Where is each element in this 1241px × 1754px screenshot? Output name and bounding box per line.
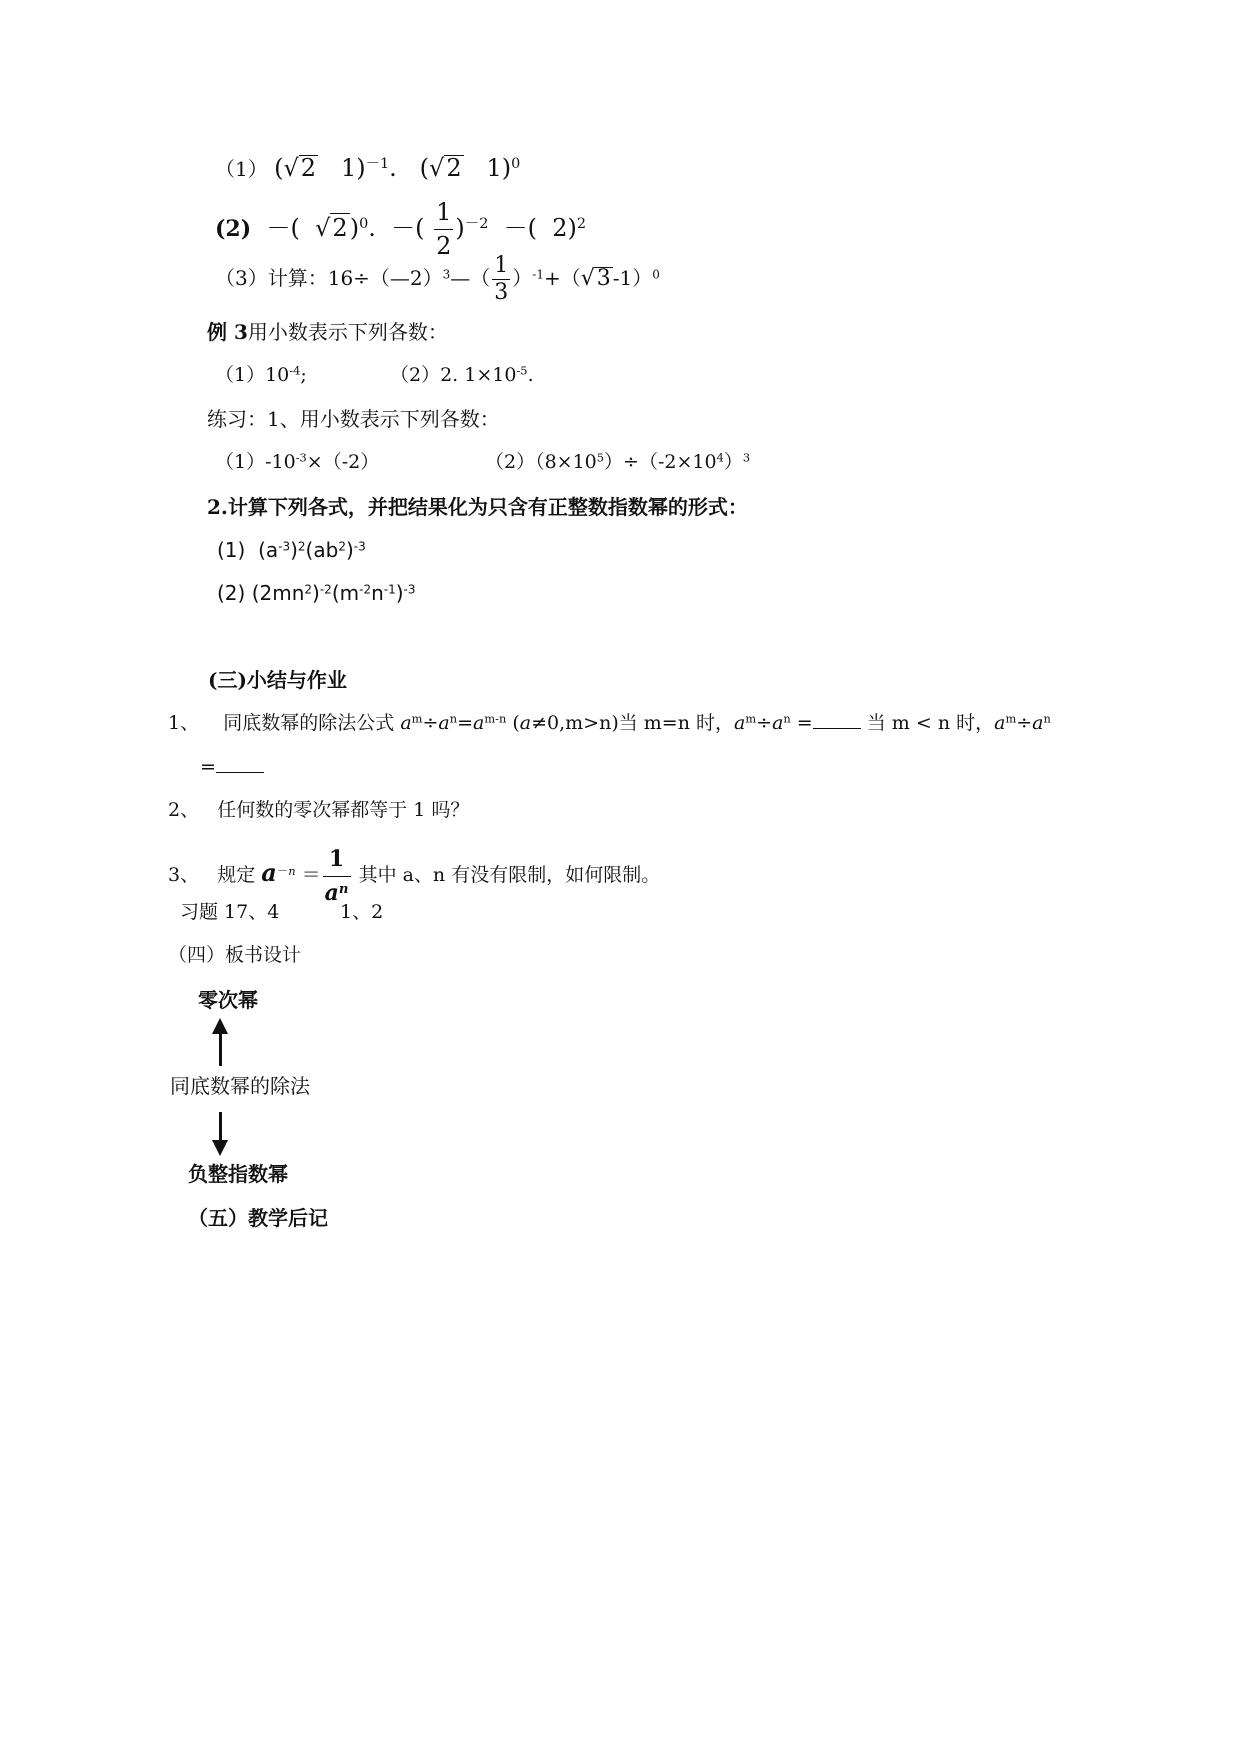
exercise-1-label: （1）	[215, 157, 268, 181]
practice-2-item-2: (2) $(2mn^2)^{-2}(m^{-2}n^{-1})^{-3}$	[217, 581, 416, 605]
homework-a: 习题 17、4	[180, 901, 280, 923]
summary-item-3: 3、 规定 $a^{-n}$ ＝ $\frac{1}{a^n}$ 其中 a、n 有没有限制，如何限制。	[168, 846, 661, 906]
fraction: $\frac{1}{a^n}$	[324, 846, 349, 906]
practice-1-item-1: $(1)-10^{-3}\times(-2)$	[215, 450, 380, 473]
summary-item-2: 2、 任何数的零次幂都等于 1 吗？	[168, 799, 470, 821]
fraction: $\frac{1}{3}$	[494, 253, 509, 305]
answer-blank-1[interactable]	[813, 728, 861, 729]
board-bottom-label: 负整指数幂	[188, 1162, 288, 1186]
example-3-heading: 例 3用小数表示下列各数：	[207, 320, 448, 344]
exercise-1-expr: (√2 1)$^{-1}$. (√2 1)$^0$	[274, 154, 521, 182]
section-4-title: （四）板书设计	[168, 944, 302, 966]
sqrt-symbol: √2	[283, 154, 317, 182]
summary-item-1: 1、 同底数幂的除法公式 $a^m\div a^n=a^{m-n}$ (a≠0,m>n)当 m=n 时，$a^m\div a^n$ = 当 m < n 时，$a^m\div a^n$	[168, 711, 1051, 734]
sqrt-symbol: √2	[429, 154, 462, 182]
exercise-2-expr: －( √2)$^0$. －( $\frac{1}{2}$ )$^{-2}$ －( 2)$^2$	[266, 198, 587, 260]
arrow-down-icon	[219, 1112, 222, 1142]
summary-item-1-line-2: =	[200, 758, 264, 777]
arrow-up-icon	[219, 1032, 222, 1066]
practice-2-title: 2.计算下列各式，并把结果化为只含有正整数指数幂的形式：	[207, 495, 748, 519]
board-middle-label: 同底数幂的除法	[170, 1074, 310, 1098]
example-3-item-1: $(1)10^{-4}$;	[215, 363, 307, 386]
section-5-title: （五）教学后记	[188, 1206, 328, 1230]
answer-blank-2[interactable]	[216, 772, 264, 773]
practice-1-item-2: $(2)(8\times 10^5)\div(-2\times 10^4)^3$	[485, 450, 751, 473]
example-3-item-2: （2）2. $1\times 10^{-5}$.	[390, 363, 534, 386]
sqrt-symbol: √3	[580, 266, 611, 291]
homework-b: 1、2	[340, 901, 384, 923]
sqrt-symbol: √2	[315, 213, 348, 242]
practice-1-title: 练习：1、用小数表示下列各数：	[207, 407, 500, 431]
exercise-3: （3）计算：16÷（—2）$^3$—（ $\frac{1}{3}$ ）$^{-1}$+（√3 -1）$^0$	[215, 253, 660, 305]
board-top-label: 零次幂	[198, 988, 258, 1012]
exercise-2-label: (2)	[215, 215, 252, 242]
exercise-1	[215, 155, 520, 180]
exercise-2	[215, 198, 586, 261]
section-3-title: (三)小结与作业	[208, 668, 347, 692]
fraction: $\frac{1}{2}$	[436, 198, 452, 260]
practice-2-item-1: (1) $(a^{-3})^2(ab^2)^{-3}$	[217, 538, 366, 562]
